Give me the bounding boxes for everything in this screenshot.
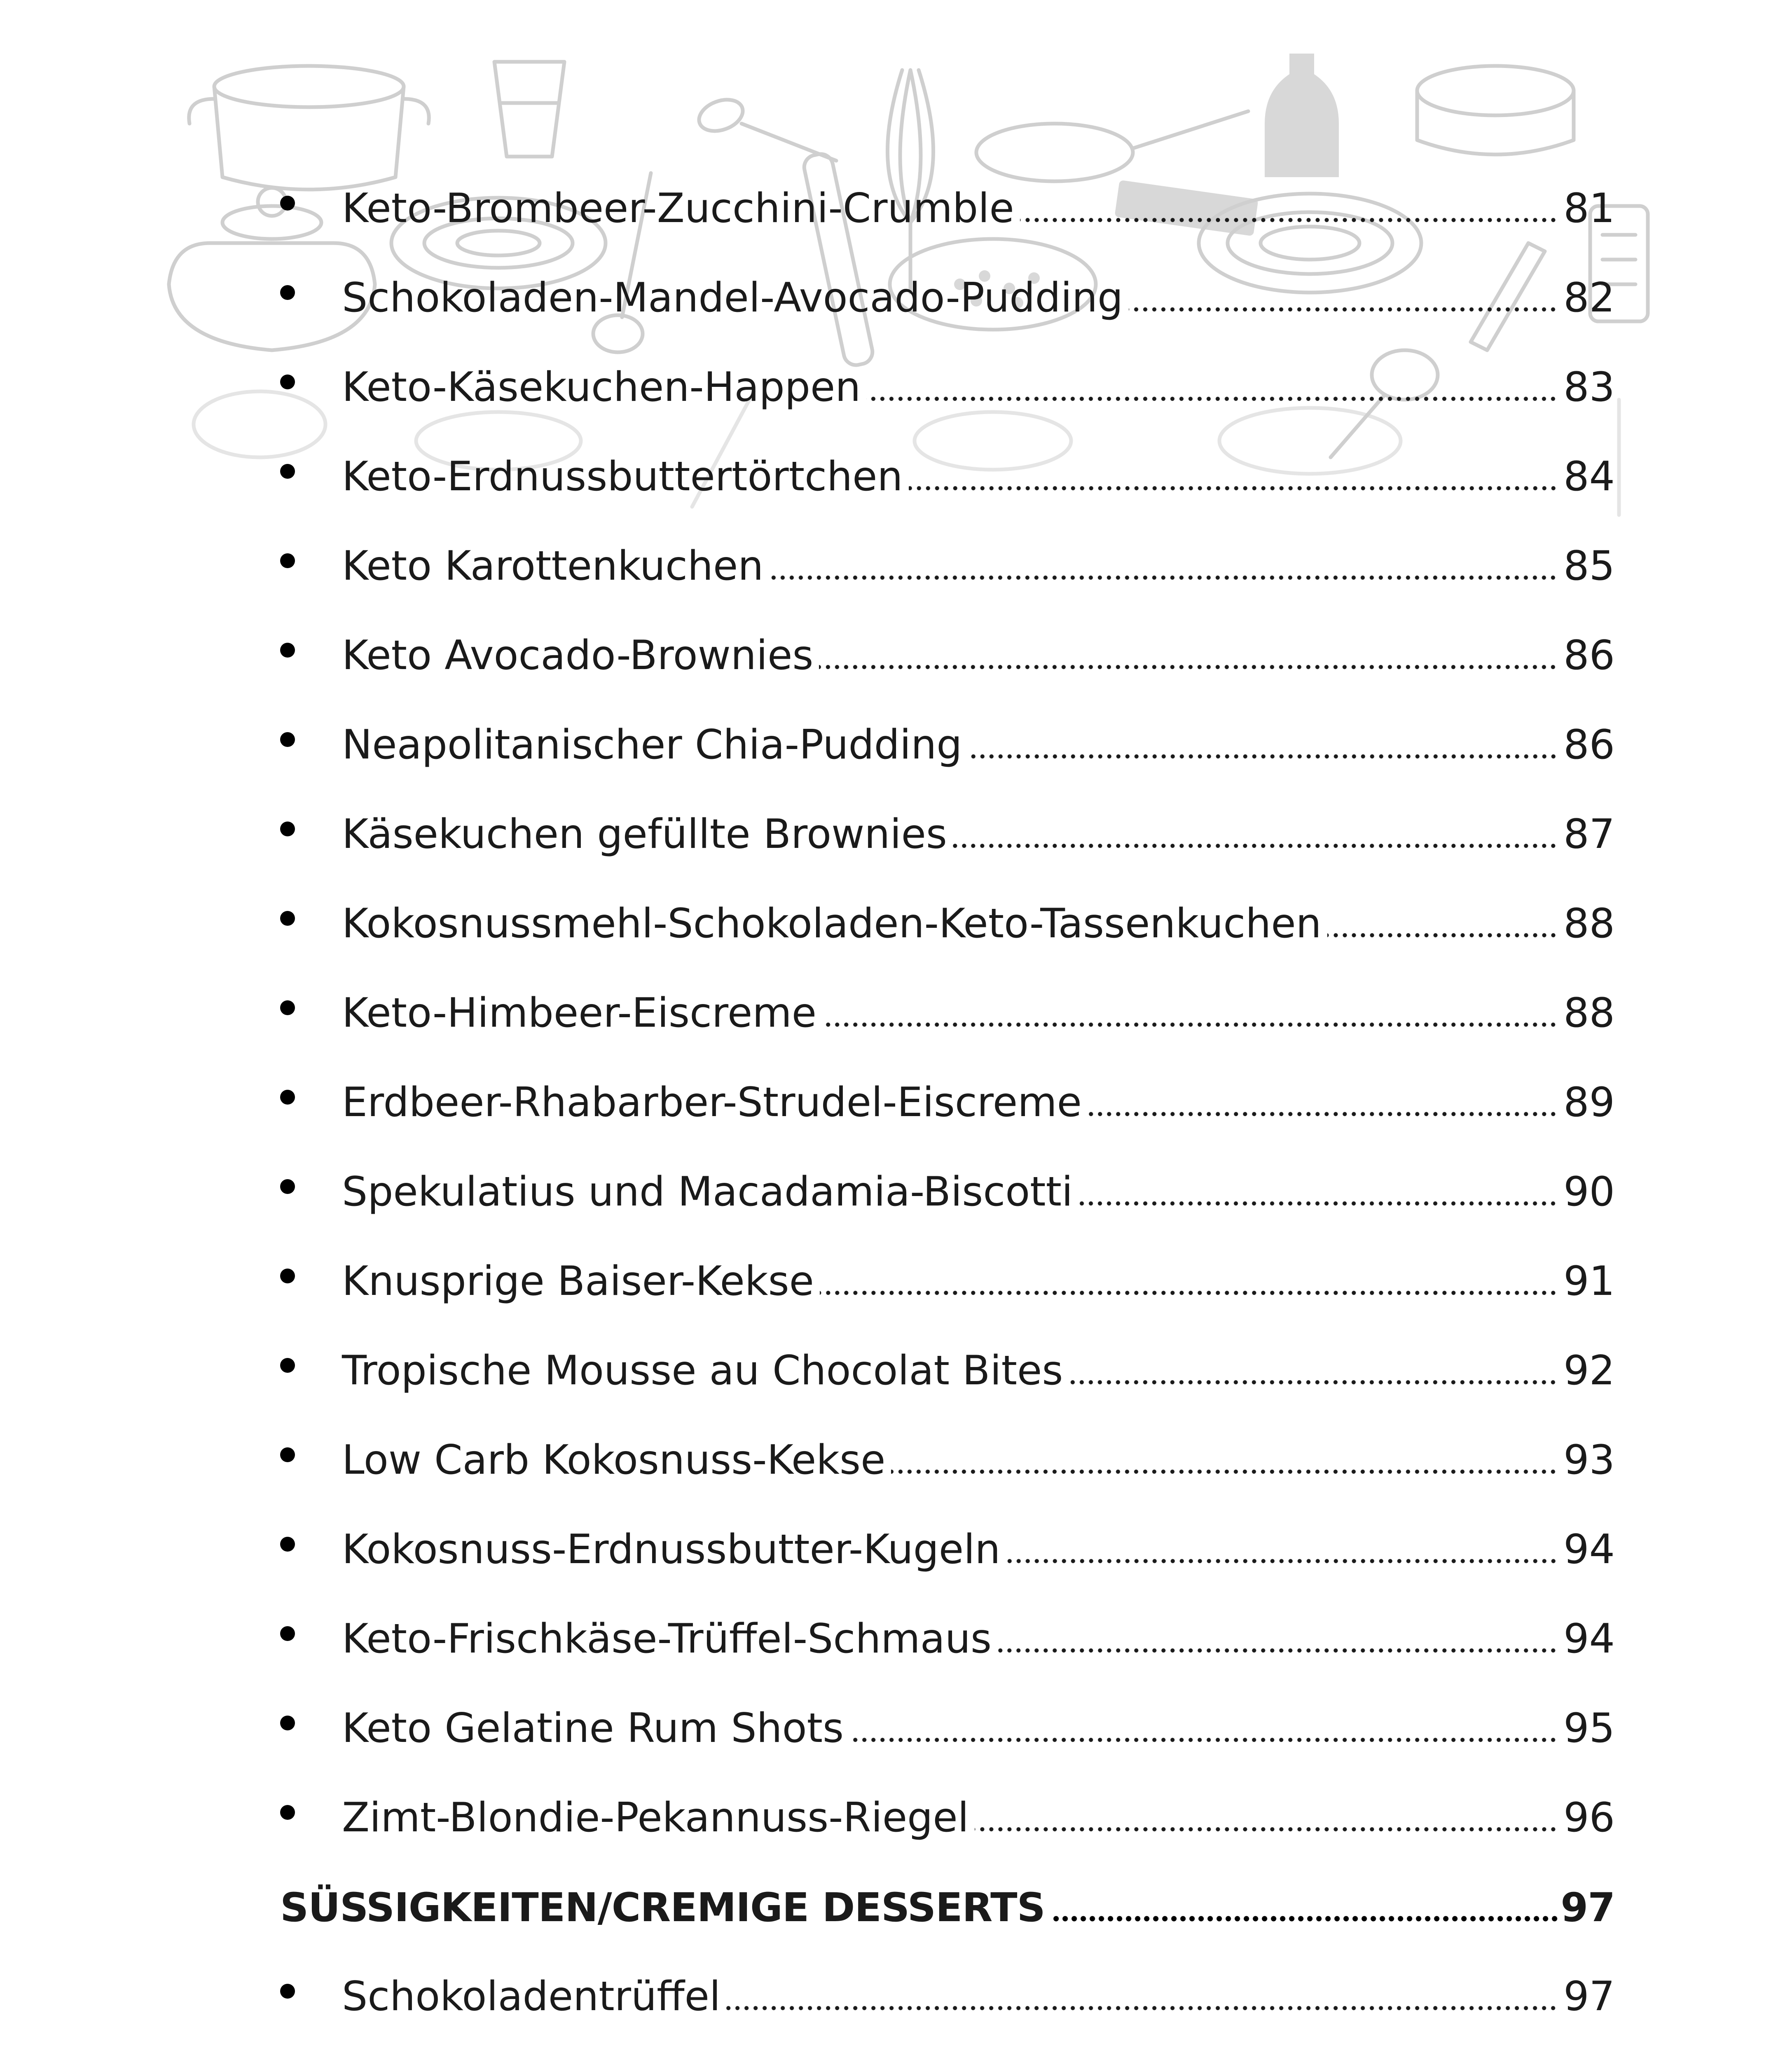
toc-entry-title: Käsekuchen gefüllte Brownies	[342, 811, 947, 858]
toc-page-number: 87	[1563, 811, 1615, 858]
toc-entry-title: SÜSSIGKEITEN/CREMIGE DESSERTS	[280, 1884, 1045, 1931]
dot-leader	[891, 1469, 1558, 1475]
dot-leader	[1078, 1201, 1558, 1206]
toc-page-number: 84	[1563, 453, 1615, 500]
toc-entry[interactable]	[342, 1236, 1615, 1305]
toc-entry[interactable]	[342, 1414, 1615, 1484]
toc-section-heading[interactable]	[280, 1861, 1615, 1931]
dot-leader	[769, 575, 1558, 581]
toc-entry[interactable]	[342, 1593, 1615, 1662]
toc-entry-title: Knusprige Baiser-Kekse	[342, 1258, 814, 1305]
toc-entry[interactable]	[342, 1951, 1615, 2020]
bullet-icon	[280, 1716, 295, 1730]
toc-page-number: 97	[1563, 1973, 1615, 2020]
dot-leader	[997, 1648, 1558, 1653]
bullet-icon	[280, 911, 295, 926]
toc-entry-title: Spekulatius und Macadamia-Biscotti	[342, 1168, 1073, 1215]
dot-leader	[849, 1737, 1558, 1743]
toc-entry[interactable]	[342, 2040, 1615, 2060]
dot-leader	[975, 1826, 1558, 1832]
dot-leader	[1129, 307, 1558, 312]
dot-leader	[819, 664, 1558, 670]
toc-page-number: 83	[1563, 364, 1615, 411]
bullet-icon	[280, 1269, 295, 1283]
toc-page-number: 88	[1563, 990, 1615, 1037]
dot-leader	[953, 843, 1558, 849]
bullet-icon	[280, 1358, 295, 1373]
toc-entry[interactable]	[342, 878, 1615, 947]
bullet-icon	[280, 553, 295, 568]
toc-page-number: 92	[1563, 1347, 1615, 1394]
toc-entry[interactable]	[342, 342, 1615, 411]
toc-page-number: 97	[1560, 1884, 1615, 1931]
toc-entry-title: Zimt-Blondie-Pekannuss-Riegel	[342, 1794, 969, 1841]
dot-leader	[866, 396, 1558, 402]
bullet-icon	[280, 1000, 295, 1015]
bullet-icon	[280, 1805, 295, 1820]
toc-page-number: 82	[1563, 274, 1615, 321]
bullet-icon	[280, 732, 295, 747]
toc-entry-title: Kokosnuss-Erdnussbutter-Kugeln	[342, 1526, 1001, 1573]
dot-leader	[1020, 217, 1558, 223]
dot-leader	[1053, 1916, 1559, 1922]
toc-entry-title: Low Carb Kokosnuss-Kekse	[342, 1437, 886, 1484]
toc-entry-title: Tropische Mousse au Chocolat Bites	[342, 1347, 1063, 1394]
toc-page-number: 94	[1563, 1615, 1615, 1662]
toc-page-number: 81	[1563, 185, 1615, 232]
toc-entry-title: Keto Avocado-Brownies	[342, 632, 814, 679]
toc-page-number: 88	[1563, 900, 1615, 947]
bullet-icon	[280, 822, 295, 836]
toc-entry-title: Erdbeer-Rhabarber-Strudel-Eiscreme	[342, 1079, 1082, 1126]
bullet-icon	[280, 1537, 295, 1552]
toc-entry-title: Keto-Himbeer-Eiscreme	[342, 990, 817, 1037]
toc-entry-title: Keto-Frischkäse-Trüffel-Schmaus	[342, 1615, 992, 1662]
toc-entry[interactable]	[342, 163, 1615, 232]
bullet-icon	[280, 1984, 295, 1999]
toc-entry-title: Neapolitanischer Chia-Pudding	[342, 721, 962, 768]
toc-page-number: 91	[1563, 1258, 1615, 1305]
bullet-icon	[280, 196, 295, 211]
toc-entry-title: Kokosnussmehl-Schokoladen-Keto-Tassenkuchen	[342, 900, 1322, 947]
bullet-icon	[280, 1090, 295, 1105]
toc-entry[interactable]	[342, 789, 1615, 858]
toc-entry[interactable]	[342, 699, 1615, 768]
dot-leader	[820, 1290, 1558, 1296]
toc-entry[interactable]	[342, 1772, 1615, 1841]
toc-entry[interactable]	[342, 610, 1615, 679]
toc-entry-title: Keto-Brombeer-Zucchini-Crumble	[342, 185, 1014, 232]
toc-entry[interactable]	[342, 1325, 1615, 1394]
toc-entry-title: Keto Gelatine Rum Shots	[342, 1705, 844, 1752]
bullet-icon	[280, 1626, 295, 1641]
bullet-icon	[280, 464, 295, 479]
bullet-icon	[280, 1179, 295, 1194]
toc-entry[interactable]	[342, 1146, 1615, 1215]
toc-page-number: 93	[1563, 1437, 1615, 1484]
toc-entry-title: Schokoladen-Mandel-Avocado-Pudding	[342, 274, 1123, 321]
dot-leader	[822, 1022, 1558, 1028]
bullet-icon	[280, 643, 295, 658]
toc-entry[interactable]	[342, 967, 1615, 1037]
toc-entry-title: Schokoladentrüffel	[342, 1973, 721, 2020]
dot-leader	[1006, 1558, 1558, 1564]
dot-leader	[909, 485, 1558, 491]
toc-entry-title: Keto-Käsekuchen-Happen	[342, 364, 861, 411]
toc-entry[interactable]	[342, 1057, 1615, 1126]
toc-entry[interactable]	[342, 252, 1615, 321]
toc-page-number: 95	[1563, 1705, 1615, 1752]
toc-entry[interactable]	[342, 520, 1615, 590]
toc-entry-title: Keto Karottenkuchen	[342, 543, 764, 590]
toc-entry-title: Keto-Erdnussbuttertörtchen	[342, 453, 903, 500]
toc-entry[interactable]	[342, 1504, 1615, 1573]
bullet-icon	[280, 375, 295, 389]
dot-leader	[1088, 1111, 1558, 1117]
dot-leader	[1069, 1379, 1558, 1385]
toc-page-number: 96	[1563, 1794, 1615, 1841]
toc-page-number: 89	[1563, 1079, 1615, 1126]
dot-leader	[968, 754, 1558, 759]
toc-page-number: 85	[1563, 543, 1615, 590]
toc-page-number: 90	[1563, 1168, 1615, 1215]
toc-page-number: 86	[1563, 721, 1615, 768]
toc-page-number: 94	[1563, 1526, 1615, 1573]
toc-entry[interactable]	[342, 1683, 1615, 1752]
toc-page-number: 86	[1563, 632, 1615, 679]
toc-entry[interactable]	[342, 431, 1615, 500]
dot-leader	[1327, 932, 1558, 938]
bullet-icon	[280, 1447, 295, 1462]
dot-leader	[726, 2005, 1558, 2011]
bullet-icon	[280, 285, 295, 300]
